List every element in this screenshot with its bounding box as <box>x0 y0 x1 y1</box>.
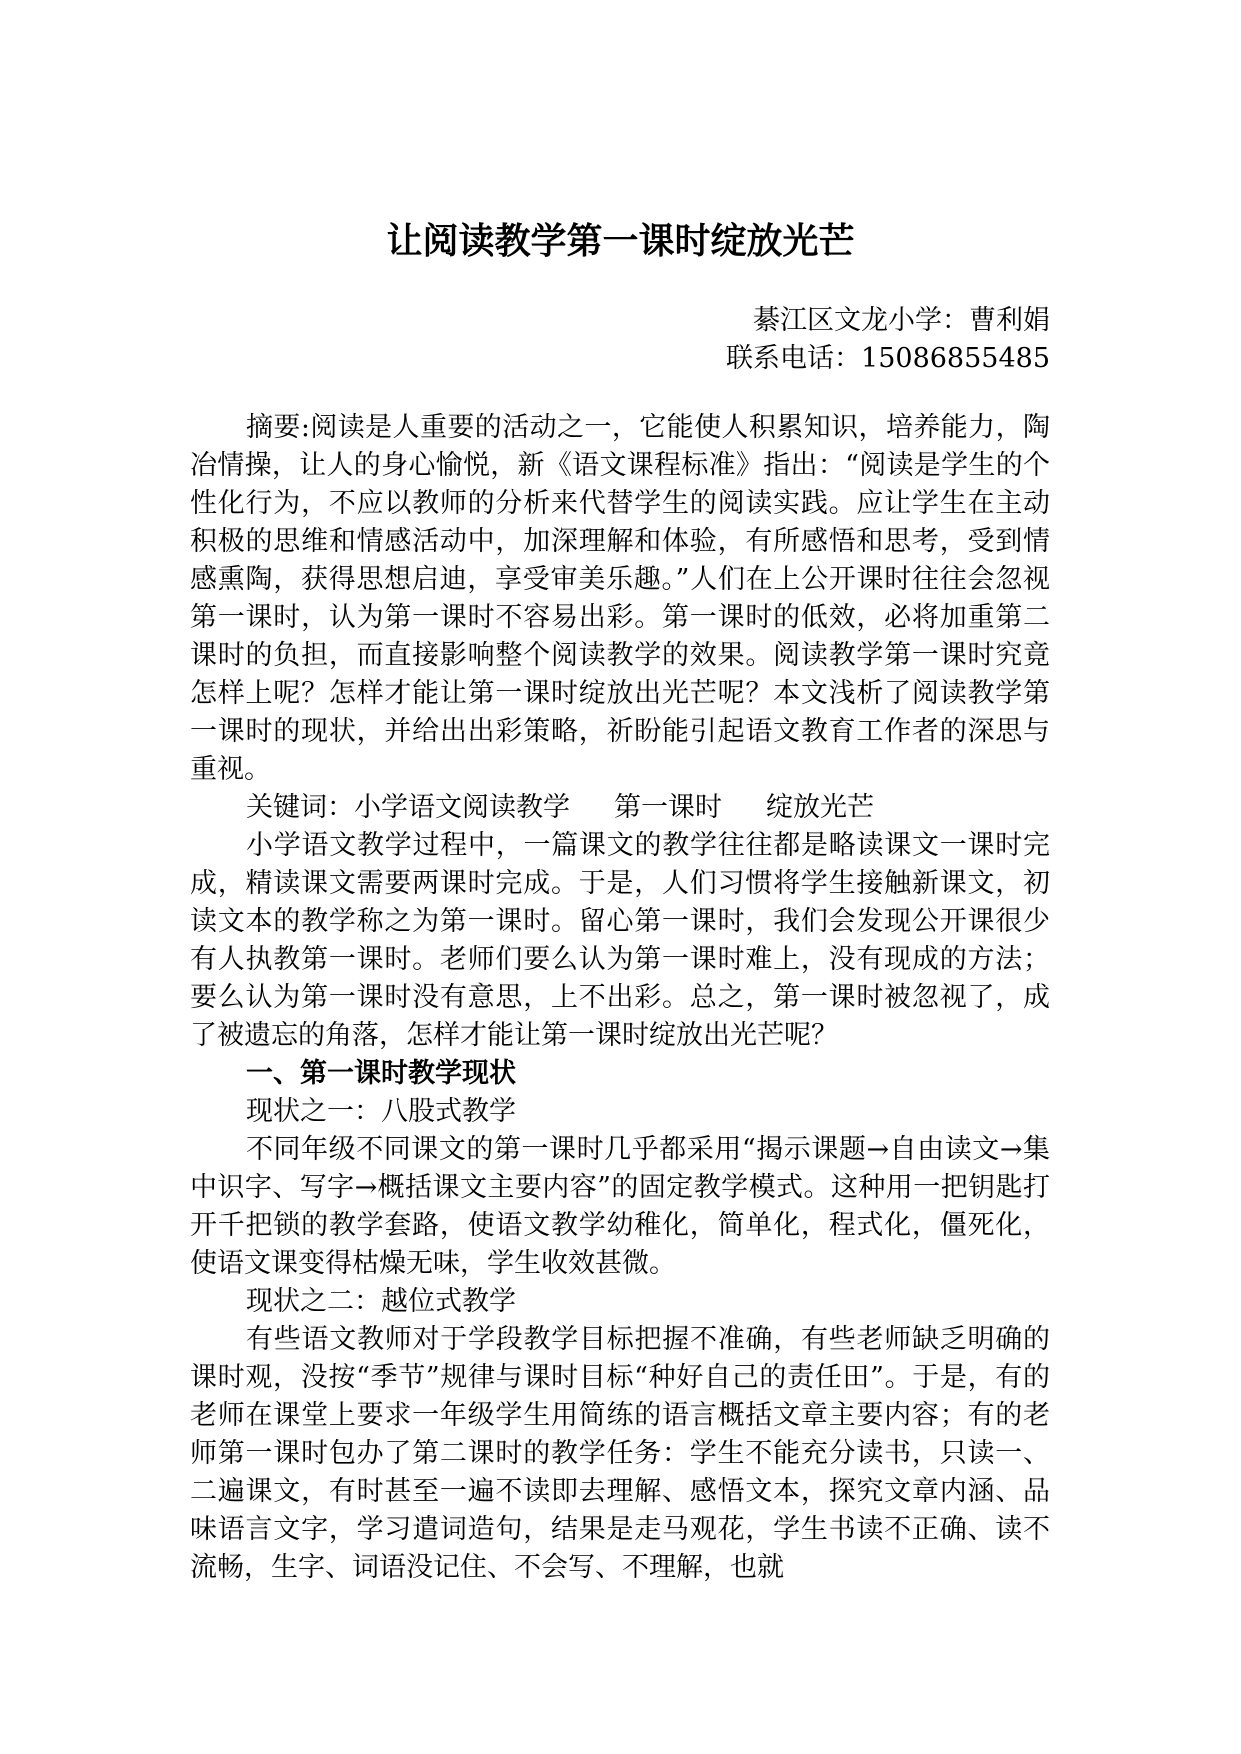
document-title: 让阅读教学第一课时绽放光芒 <box>386 221 855 262</box>
keywords-line <box>190 789 1050 827</box>
abstract-paragraph <box>190 409 1050 789</box>
section-heading: 一、第一课时教学现状 <box>246 1058 516 1089</box>
contact-line: 联系电话：15086855485 <box>726 343 1050 374</box>
document-body <box>190 409 1050 1587</box>
abstract-text: 阅读是人重要的活动之一，它能使人积累知识，培养能力，陶冶情操，让人的身心愉悦，新《语文课程标准》指出：“阅读是学生的个性化行为，不应以教师的分析来代替学生的阅读实践。应让学生在主动积极的思维和情感活动中，加深理解和体验，有所感悟和思考，受到情感熏陶，获得思想启迪，享受审美乐趣。”人们在上公开课时往往会忽视第一课时，认为第一课时不容易出彩。第一课时的低效，必将加重第二课时的负担，而直接影响整个阅读教学的效果。阅读教学第一课时究竟怎样上呢？怎样才能让第一课时绽放出光芒呢？本文浅析了阅读教学第一课时的现状，并给出出彩策略，祈盼能引起语文教育工作者的深思与重视。 <box>190 412 1050 785</box>
body-paragraph: 有些语文教师对于学段教学目标把握不准确，有些老师缺乏明确的课时观，没按“季节”规律与课时目标“种好自己的责任田”。于是，有的老师在课堂上要求一年级学生用简练的语言概括文章主要内容；有的老师第一课时包办了第二课时的教学任务：学生不能充分读书，只读一、二遍课文，有时甚至一遍不读即去理解、感悟文本，探究文章内涵、品味语言文字，学习遣词造句，结果是走马观花，学生书读不正确、读不流畅，生字、词语没记住、不会写、不理解，也就 <box>190 1324 1050 1583</box>
byline <box>726 302 1050 378</box>
keywords-label: 关键词： <box>246 792 354 823</box>
author-line: 綦江区文龙小学：曹利娟 <box>753 305 1050 336</box>
keyword: 小学语文阅读教学 <box>354 792 570 823</box>
intro-paragraph: 小学语文教学过程中，一篇课文的教学往往都是略读课文一课时完成，精读课文需要两课时完成。于是，人们习惯将学生接触新课文，初读文本的教学称之为第一课时。留心第一课时，我们会发现公开课很少有人执教第一课时。老师们要么认为第一课时难上，没有现成的方法；要么认为第一课时没有意思，上不出彩。总之，第一课时被忽视了，成了被遗忘的角落，怎样才能让第一课时绽放出光芒呢？ <box>190 830 1050 1051</box>
abstract-label: 摘要: <box>246 412 310 443</box>
subsection-heading: 现状之一：八股式教学 <box>246 1096 516 1127</box>
keyword: 绽放光芒 <box>766 792 874 823</box>
subsection-heading: 现状之二：越位式教学 <box>246 1286 516 1317</box>
keyword: 第一课时 <box>614 792 722 823</box>
body-paragraph: 不同年级不同课文的第一课时几乎都采用“揭示课题→自由读文→集中识字、写字→概括课文主要内容”的固定教学模式。这种用一把钥匙打开千把锁的教学套路，使语文教学幼稚化，简单化，程式化，僵死化，使语文课变得枯燥无味，学生收效甚微。 <box>190 1134 1050 1279</box>
